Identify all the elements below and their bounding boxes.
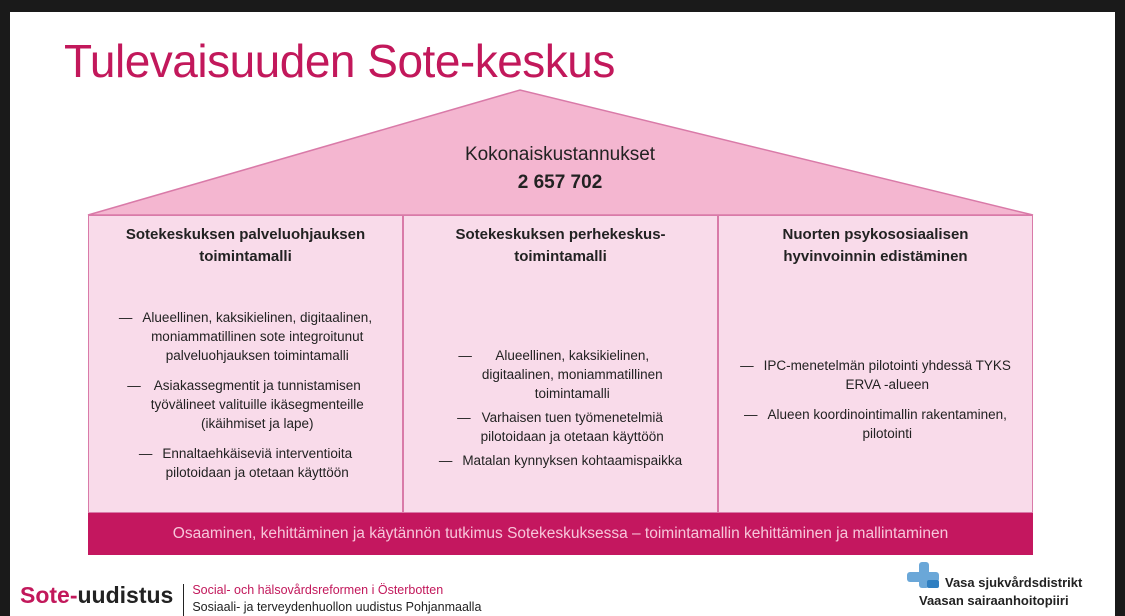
bullet-list bbox=[733, 356, 1018, 454]
pillar-title: Nuorten psykososiaalisen hyvinvoinnin edistäminen bbox=[782, 226, 969, 265]
list-item: — Ennaltaehkäiseviä interventioita pilotoidaan ja otetaan käyttöön bbox=[138, 446, 353, 480]
sote-logo bbox=[20, 582, 481, 616]
pillar-title: Sotekeskuksen palveluohjauksen toimintamalli bbox=[125, 226, 366, 265]
dash-icon: — bbox=[744, 407, 758, 422]
list-item: — Alueen koordinointimallin rakentaminen, pilotointi bbox=[744, 407, 1007, 441]
list-item: — Alueellinen, kaksikielinen, digitaalinen, moniammatillinen toimintamalli bbox=[458, 348, 663, 401]
foundation-band: Osaaminen, kehittäminen ja käytännön tutkimus Sotekeskuksessa – toimintamallin kehittäminen ja mallintaminen bbox=[88, 513, 1033, 555]
dash-icon: — bbox=[138, 446, 153, 461]
list-item: — Alueellinen, kaksikielinen, digitaalinen, moniammatillinen sote integroitunut palveluohjauksen toimintamalli bbox=[118, 310, 373, 363]
slide-title: Tulevaisuuden Sote-keskus bbox=[64, 35, 615, 87]
dash-icon: — bbox=[118, 310, 133, 325]
brand-wordmark: Sote-uudistus bbox=[20, 582, 174, 608]
total-cost-value: 2 657 702 bbox=[517, 172, 603, 193]
pillars bbox=[88, 215, 1033, 513]
dash-icon: — bbox=[458, 348, 472, 363]
pillar-title: Sotekeskuksen perhekeskus- toimintamalli bbox=[455, 226, 666, 265]
bullet-list bbox=[103, 308, 388, 493]
tagline: Social- och hälsovårdsreformen i Österbotten Sosiaali- ja terveydenhuollon uudistus Pohjanmaalla bbox=[192, 583, 482, 614]
pillar-family-center bbox=[404, 216, 719, 512]
dash-icon: — bbox=[457, 410, 471, 425]
dash-icon: — bbox=[438, 453, 453, 468]
list-item: — Varhaisen tuen työmenetelmiä pilotoidaan ja otetaan käyttöön bbox=[457, 410, 664, 444]
dash-icon: — bbox=[127, 378, 141, 393]
pillar-service-guidance bbox=[89, 216, 404, 512]
list-item: — Asiakassegmentit ja tunnistamisen työvälineet valituille ikäsegmenteille (ikäihmiset ja lape) bbox=[127, 378, 364, 431]
list-item: — Matalan kynnyksen kohtaamispaikka bbox=[438, 453, 683, 468]
hospital-name: Vasa sjukvårdsdistrikt Vaasan sairaanhoitopiiri bbox=[919, 575, 1083, 608]
divider bbox=[183, 584, 184, 616]
pillar-youth-wellbeing bbox=[719, 216, 1032, 512]
dash-icon: — bbox=[740, 358, 754, 373]
total-cost-label: Kokonaiskustannukset bbox=[464, 144, 656, 165]
list-item: — IPC-menetelmän pilotointi yhdessä TYKS ERVA -alueen bbox=[740, 358, 1011, 392]
bullet-list bbox=[418, 346, 703, 475]
slide bbox=[10, 12, 1115, 616]
